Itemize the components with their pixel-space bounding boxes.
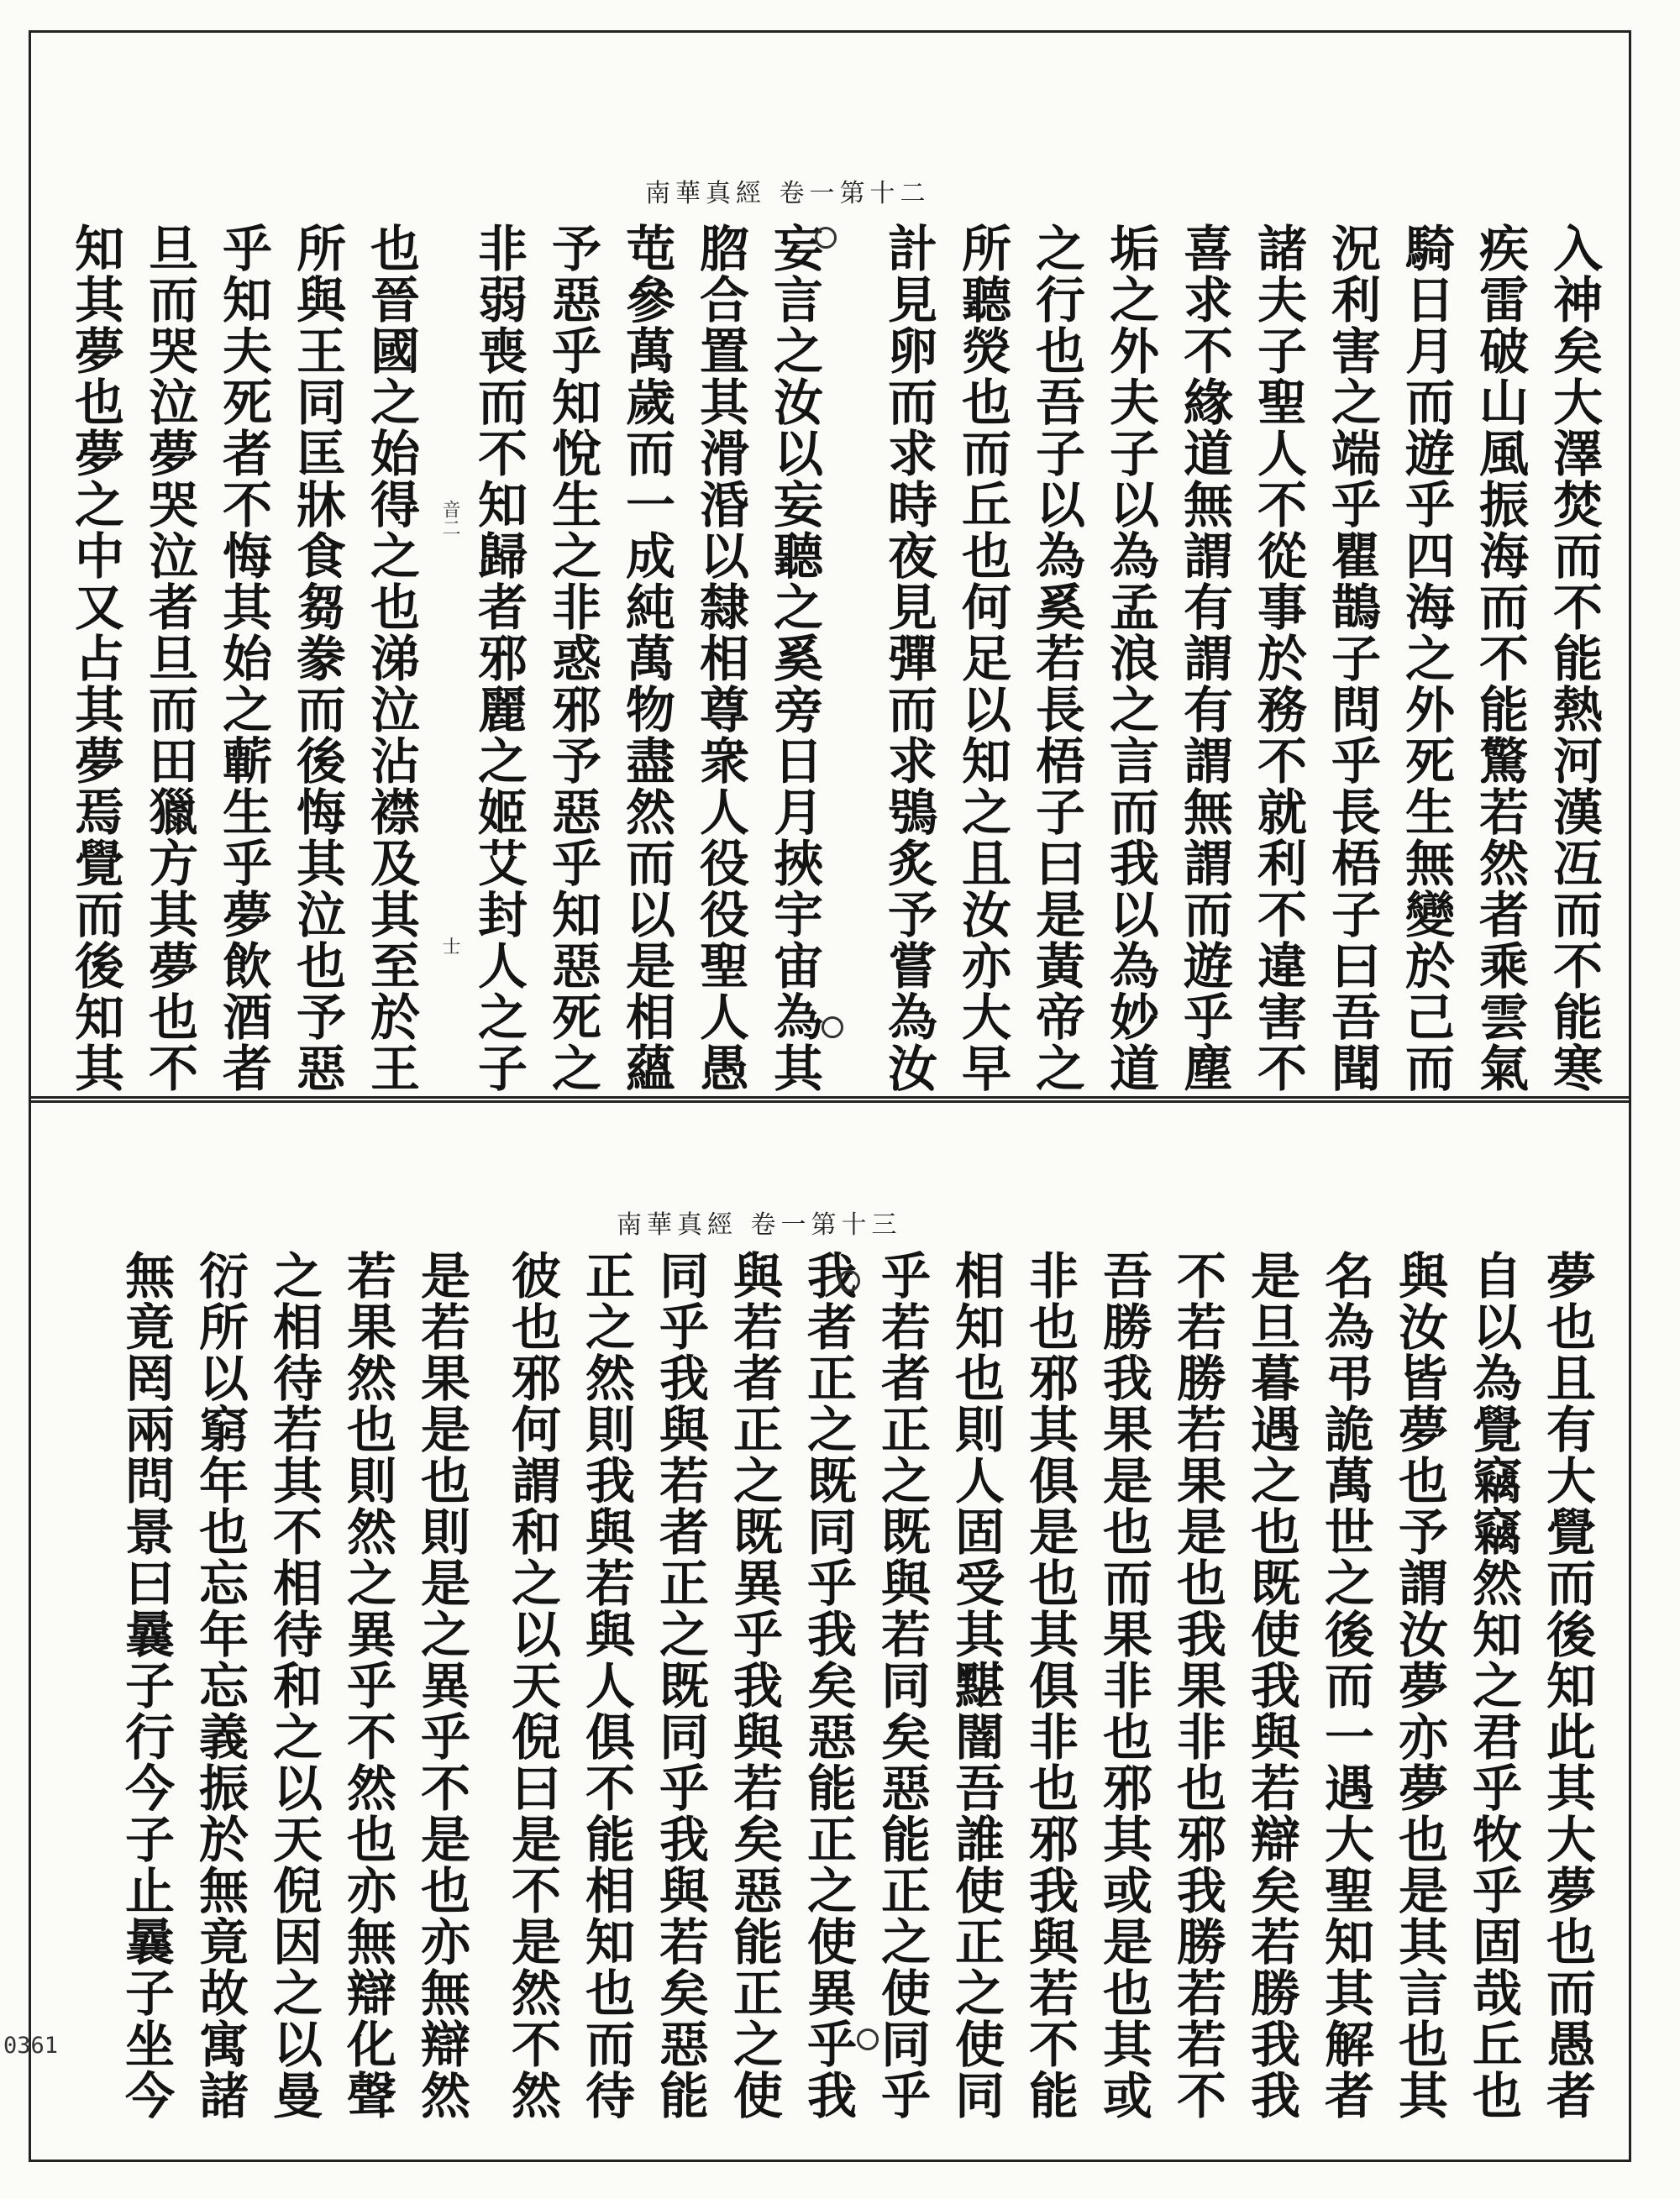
lower-text-column: 吾勝我果是也而果非也邪其或是也其或 <box>1095 1250 1152 2121</box>
section-circle-mark <box>857 2028 879 2050</box>
upper-text-column: 乎知夫死者不悔其始之蘄生乎夢飲酒者 <box>214 223 272 1094</box>
upper-text-column: 況利害之端乎瞿鵲子問乎長梧子曰吾聞 <box>1323 223 1381 1094</box>
lower-text-column: 是旦暮遇之也既使我與若辯矣若勝我我 <box>1242 1250 1300 2121</box>
lower-text-column: 衍所以窮年也忘年忘義振於無竟故寓諸 <box>191 1250 249 2121</box>
upper-text-column: 疾雷破山風振海而不能驚若然者乘雲氣 <box>1471 223 1529 1094</box>
lower-text-column: 是若果是也則是之異乎不是也亦無辯然 <box>412 1250 470 2121</box>
lower-text-column: 夢也且有大覺而後知此其大夢也而愚者 <box>1538 1250 1596 2121</box>
lower-text-column: 乎若者正之既與若同矣惡能正之使同乎 <box>873 1250 931 2121</box>
page-divider <box>29 1096 1631 1103</box>
upper-text-column: 也晉國之始得之也涕泣沾襟及其至於王 <box>362 223 420 1094</box>
upper-text-column: 入神矣大澤焚而不能熱河漢冱而不能寒 <box>1545 223 1603 1094</box>
upper-text-column: 妄言之汝以妄聽之奚旁日月挾宇宙為其 <box>765 223 823 1094</box>
upper-text-column: 所與王同匡牀食芻豢而後悔其泣也予惡 <box>288 223 346 1094</box>
lower-text-column: 我者正之既同乎我矣惡能正之使異乎我 <box>799 1250 857 2121</box>
upper-text-column: 所聽熒也而丘也何足以知之且汝亦大早 <box>953 223 1011 1094</box>
upper-text-column: 騎日月而遊乎四海之外死生無變於己而 <box>1397 223 1455 1094</box>
lower-text-column: 相知也則人固受其黮闇吾誰使正之使同 <box>947 1250 1005 2121</box>
section-circle-mark <box>822 1016 843 1038</box>
lower-text-column: 名為弔詭萬世之後而一遇大聖知其解者 <box>1316 1250 1374 2121</box>
upper-text-column: 非弱喪而不知歸者邪麗之姬艾封人之子 <box>470 223 528 1094</box>
page-number: 0361 <box>3 2033 59 2059</box>
lower-text-column: 非也邪其俱是也其俱非也邪我與若不能 <box>1021 1250 1079 2121</box>
upper-page-header: 南華真經 卷一第十二 <box>645 179 931 208</box>
lower-page-header: 南華真經 卷一第十三 <box>617 1210 902 1240</box>
upper-text-column: 知其夢也夢之中又占其夢焉覺而後知其 <box>66 223 124 1094</box>
lower-text-column: 正之然則我與若與人俱不能相知也而待 <box>577 1250 635 2121</box>
lower-text-column: 無竟罔兩問景曰曩子行今子止曩子坐今 <box>117 1250 175 2121</box>
upper-text-column: 垢之外夫子以為孟浪之言而我以為妙道 <box>1101 223 1159 1094</box>
section-circle-mark <box>838 1270 860 1292</box>
lower-text-column: 若果然也則然之異乎不然也亦無辯化聲 <box>339 1250 396 2121</box>
upper-text-column: 旦而哭泣夢哭泣者旦而田獵方其夢也不 <box>140 223 198 1094</box>
upper-text-column: 予惡乎知悅生之非惑邪予惡乎知惡死之 <box>543 223 601 1094</box>
lower-text-column: 彼也邪何謂和之以天倪曰是不是然不然 <box>503 1250 561 2121</box>
upper-text-column: 芚參萬歲而一成純萬物盡然而以是相蘊 <box>617 223 675 1094</box>
lower-text-column: 同乎我與若者正之既同乎我與若矣惡能 <box>651 1250 709 2121</box>
section-circle-mark <box>815 227 837 249</box>
lower-text-column: 之相待若其不相待和之以天倪因之以曼 <box>265 1250 323 2121</box>
upper-annotation: 士 <box>439 937 460 955</box>
lower-text-column: 與汝皆夢也予謂汝夢亦夢也是其言也其 <box>1390 1250 1448 2121</box>
upper-text-column: 喜求不緣道無謂有謂有謂無謂而遊乎塵 <box>1175 223 1233 1094</box>
lower-text-column: 自以為覺竊竊然知之君乎牧乎固哉丘也 <box>1464 1250 1522 2121</box>
lower-text-column: 與若者正之既異乎我與若矣惡能正之使 <box>725 1250 783 2121</box>
upper-text-column: 之行也吾子以為奚若長梧子曰是黃帝之 <box>1027 223 1085 1094</box>
upper-annotation: 音二 <box>439 500 460 537</box>
upper-text-column: 脗合置其滑涽以隸相尊衆人役役聖人愚 <box>691 223 749 1094</box>
upper-text-column: 計見卵而求時夜見彈而求鴞炙予嘗為汝 <box>879 223 937 1094</box>
upper-text-column: 諸夫子聖人不從事於務不就利不違害不 <box>1249 223 1307 1094</box>
lower-text-column: 不若勝若果是也我果非也邪我勝若若不 <box>1168 1250 1226 2121</box>
